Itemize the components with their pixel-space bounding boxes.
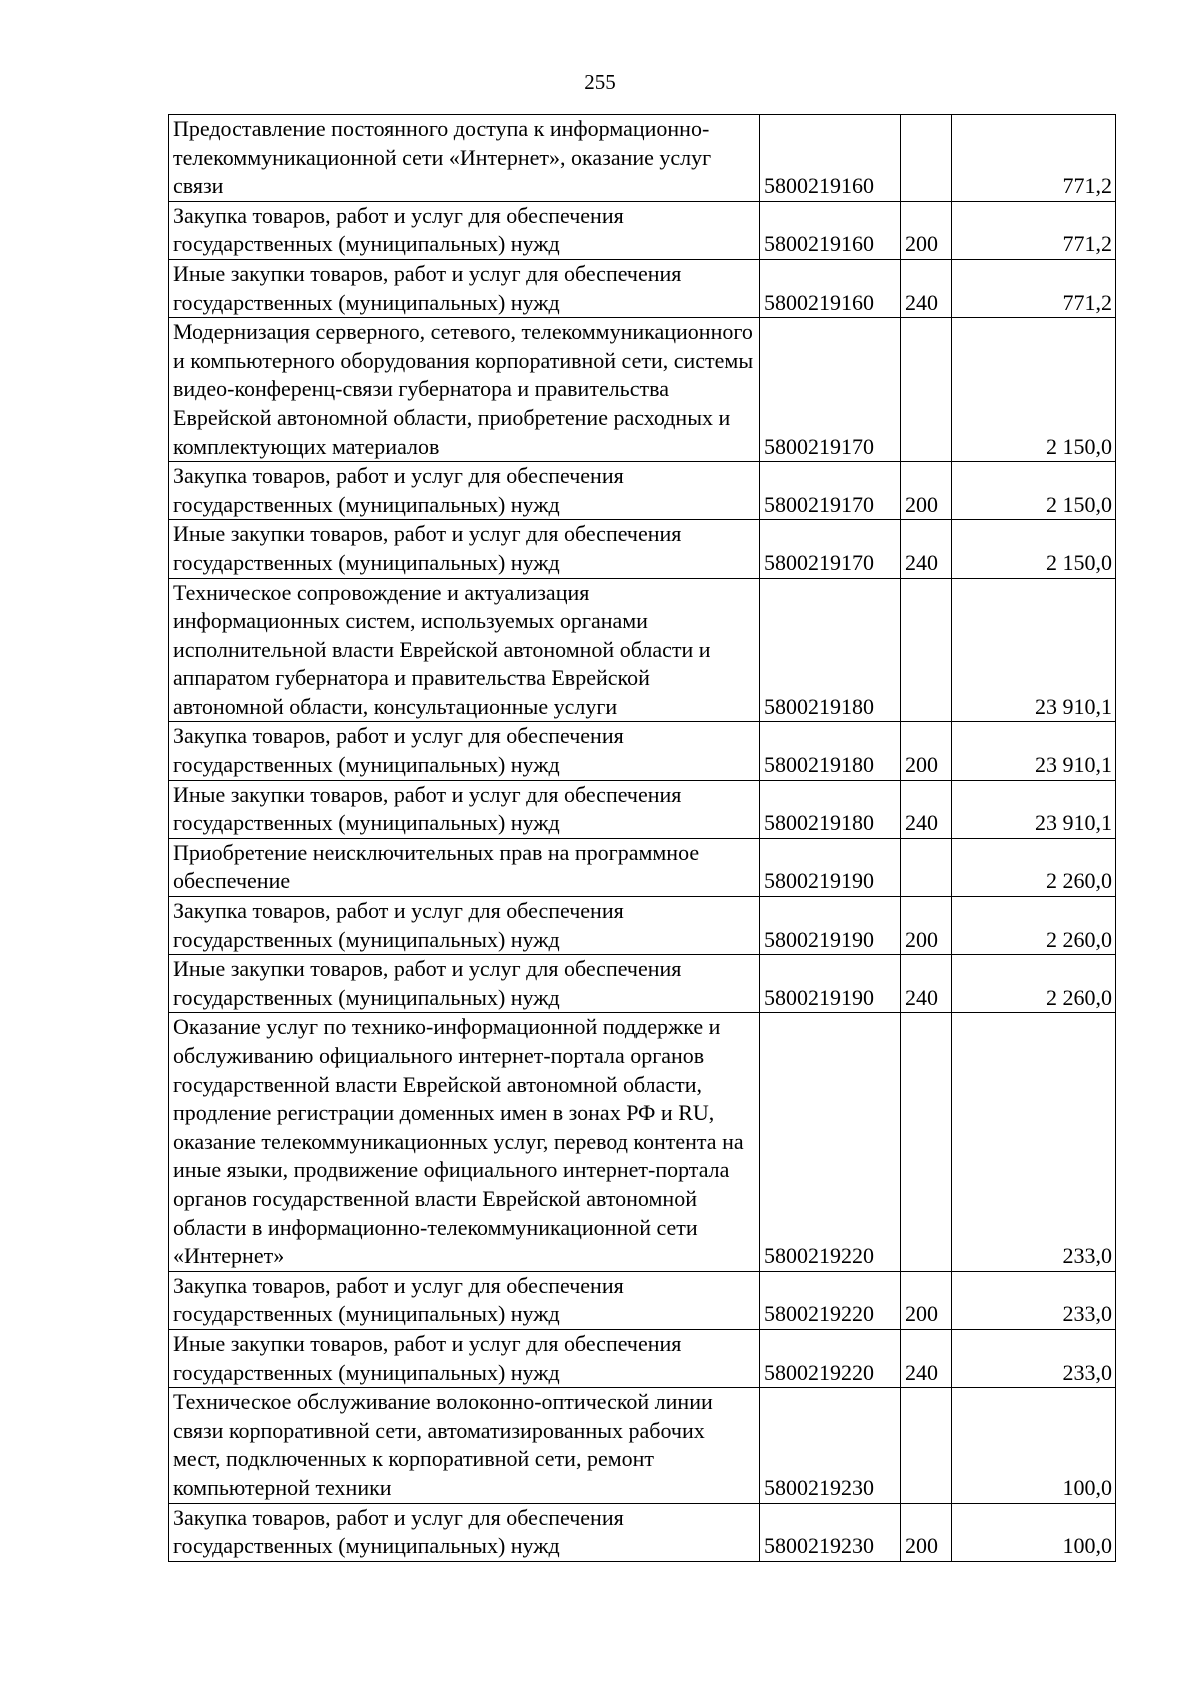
table-row <box>169 1388 1116 1503</box>
cell-name: Оказание услуг по технико-информационной поддержке и обслуживанию официального интернет-портала органов государственной власти Еврейской автономной области, продление регистрации доменных имен в зонах РФ и RU, оказание телекоммуникационных услуг, перевод контента на иные языки, продвижение официального интернет-портала органов государственной власти Еврейской автономной области в информационно-телекоммуникационной сети «Интернет» <box>169 1013 760 1271</box>
cell-sum: 100,0 <box>952 1388 1116 1503</box>
cell-code: 5800219220 <box>760 1271 901 1329</box>
cell-expense-type: 200 <box>901 201 952 259</box>
table-row <box>169 1503 1116 1561</box>
budget-table <box>168 114 1116 1562</box>
table-row <box>169 1329 1116 1387</box>
cell-code: 5800219180 <box>760 780 901 838</box>
cell-expense-type <box>901 1013 952 1271</box>
table-row <box>169 318 1116 462</box>
cell-name: Техническое сопровождение и актуализация информационных систем, используемых органами исполнительной власти Еврейской автономной области и аппаратом губернатора и правительства Еврейской автономной области, консультационные услуги <box>169 578 760 722</box>
table-row <box>169 462 1116 520</box>
cell-sum: 23 910,1 <box>952 780 1116 838</box>
cell-name: Закупка товаров, работ и услуг для обеспечения государственных (муниципальных) нужд <box>169 897 760 955</box>
table-row <box>169 578 1116 722</box>
cell-code: 5800219190 <box>760 897 901 955</box>
cell-expense-type: 240 <box>901 780 952 838</box>
cell-name: Модернизация серверного, сетевого, телекоммуникационного и компьютерного оборудования корпоративной сети, системы видео-конференц-связи губернатора и правительства Еврейской автономной области, приобретение расходных и комплектующих материалов <box>169 318 760 462</box>
cell-name: Закупка товаров, работ и услуг для обеспечения государственных (муниципальных) нужд <box>169 1271 760 1329</box>
cell-code: 5800219190 <box>760 955 901 1013</box>
cell-name: Приобретение неисключительных прав на программное обеспечение <box>169 838 760 896</box>
cell-code: 5800219220 <box>760 1013 901 1271</box>
cell-code: 5800219170 <box>760 462 901 520</box>
cell-expense-type: 240 <box>901 955 952 1013</box>
page-number: 255 <box>584 70 616 94</box>
cell-expense-type: 200 <box>901 1503 952 1561</box>
cell-expense-type <box>901 1388 952 1503</box>
cell-name: Закупка товаров, работ и услуг для обеспечения государственных (муниципальных) нужд <box>169 722 760 780</box>
cell-expense-type: 200 <box>901 462 952 520</box>
cell-code: 5800219160 <box>760 259 901 317</box>
cell-sum: 2 150,0 <box>952 462 1116 520</box>
cell-name: Иные закупки товаров, работ и услуг для обеспечения государственных (муниципальных) нужд <box>169 520 760 578</box>
table-row <box>169 1271 1116 1329</box>
cell-name: Закупка товаров, работ и услуг для обеспечения государственных (муниципальных) нужд <box>169 1503 760 1561</box>
cell-expense-type: 240 <box>901 1329 952 1387</box>
cell-expense-type <box>901 115 952 202</box>
budget-table-body <box>169 115 1116 1562</box>
table-row <box>169 1013 1116 1271</box>
cell-sum: 23 910,1 <box>952 722 1116 780</box>
cell-expense-type: 200 <box>901 897 952 955</box>
cell-expense-type: 200 <box>901 1271 952 1329</box>
table-row <box>169 955 1116 1013</box>
cell-sum: 2 150,0 <box>952 520 1116 578</box>
cell-name: Иные закупки товаров, работ и услуг для обеспечения государственных (муниципальных) нужд <box>169 780 760 838</box>
cell-code: 5800219180 <box>760 578 901 722</box>
cell-name: Закупка товаров, работ и услуг для обеспечения государственных (муниципальных) нужд <box>169 462 760 520</box>
table-row <box>169 201 1116 259</box>
cell-sum: 23 910,1 <box>952 578 1116 722</box>
cell-code: 5800219230 <box>760 1503 901 1561</box>
cell-expense-type <box>901 838 952 896</box>
cell-sum: 2 260,0 <box>952 955 1116 1013</box>
cell-sum: 233,0 <box>952 1013 1116 1271</box>
cell-name: Предоставление постоянного доступа к информационно-телекоммуникационной сети «Интернет», оказание услуг связи <box>169 115 760 202</box>
cell-code: 5800219180 <box>760 722 901 780</box>
cell-expense-type: 240 <box>901 259 952 317</box>
table-row <box>169 115 1116 202</box>
cell-name: Иные закупки товаров, работ и услуг для обеспечения государственных (муниципальных) нужд <box>169 259 760 317</box>
cell-sum: 233,0 <box>952 1329 1116 1387</box>
cell-sum: 100,0 <box>952 1503 1116 1561</box>
table-row <box>169 838 1116 896</box>
cell-sum: 2 260,0 <box>952 897 1116 955</box>
cell-expense-type: 200 <box>901 722 952 780</box>
table-row <box>169 722 1116 780</box>
cell-name: Закупка товаров, работ и услуг для обеспечения государственных (муниципальных) нужд <box>169 201 760 259</box>
table-row <box>169 259 1116 317</box>
table-row <box>169 780 1116 838</box>
cell-code: 5800219230 <box>760 1388 901 1503</box>
cell-code: 5800219190 <box>760 838 901 896</box>
cell-code: 5800219170 <box>760 520 901 578</box>
cell-expense-type <box>901 578 952 722</box>
cell-name: Иные закупки товаров, работ и услуг для обеспечения государственных (муниципальных) нужд <box>169 1329 760 1387</box>
cell-code: 5800219220 <box>760 1329 901 1387</box>
cell-sum: 771,2 <box>952 115 1116 202</box>
cell-name: Иные закупки товаров, работ и услуг для обеспечения государственных (муниципальных) нужд <box>169 955 760 1013</box>
cell-name: Техническое обслуживание волоконно-оптической линии связи корпоративной сети, автоматизированных рабочих мест, подключенных к корпоративной сети, ремонт компьютерной техники <box>169 1388 760 1503</box>
cell-expense-type: 240 <box>901 520 952 578</box>
table-row <box>169 897 1116 955</box>
cell-sum: 2 150,0 <box>952 318 1116 462</box>
cell-code: 5800219160 <box>760 201 901 259</box>
cell-expense-type <box>901 318 952 462</box>
cell-sum: 771,2 <box>952 259 1116 317</box>
cell-sum: 771,2 <box>952 201 1116 259</box>
cell-code: 5800219170 <box>760 318 901 462</box>
cell-code: 5800219160 <box>760 115 901 202</box>
cell-sum: 2 260,0 <box>952 838 1116 896</box>
table-row <box>169 520 1116 578</box>
cell-sum: 233,0 <box>952 1271 1116 1329</box>
